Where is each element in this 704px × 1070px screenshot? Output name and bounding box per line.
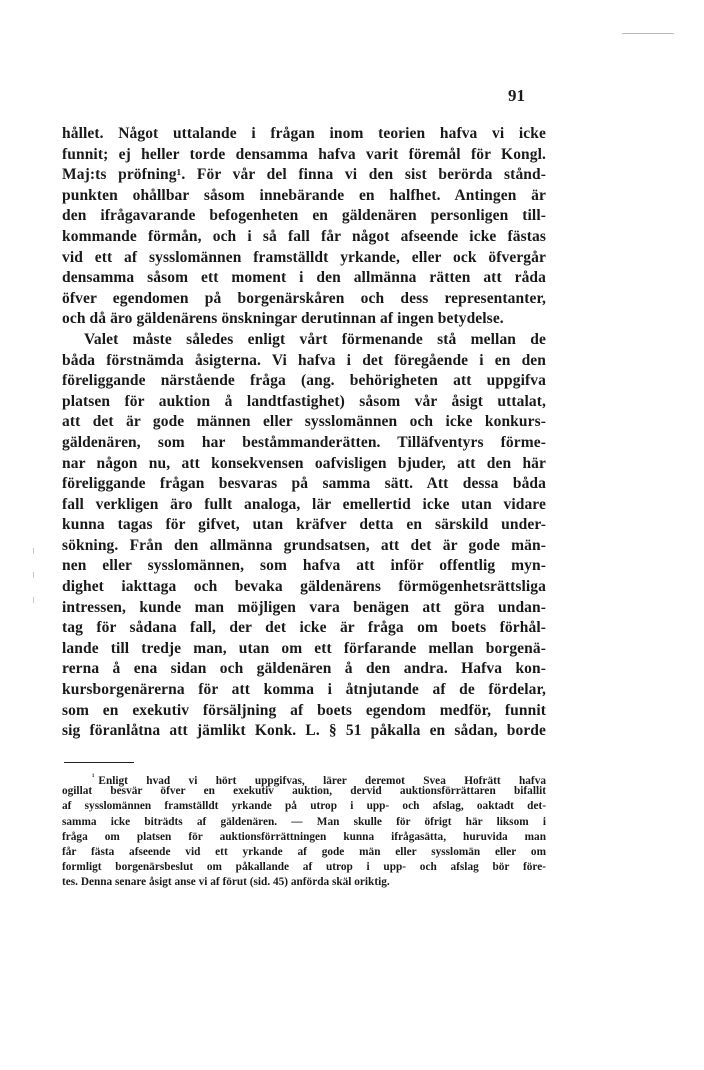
scan-edge-rule bbox=[622, 33, 674, 34]
footnote bbox=[62, 769, 546, 891]
footnote-marker: ¹ bbox=[92, 772, 95, 781]
text-line: att det är gode männen eller sysslomännen och icke konkurs- bbox=[62, 413, 546, 431]
text-line: tag för sådana fall, der det icke är fråga om boets förhål- bbox=[62, 619, 546, 637]
text-line: kommande förmån, och i så fall får något afseende icke fästas bbox=[62, 227, 546, 245]
footnote-line: får fästa afseende vid ett yrkande af gode män eller sysslomän eller om bbox=[62, 845, 546, 858]
text-line: platsen för auktion å landtfastighet) såsom vår åsigt uttalat, bbox=[62, 392, 546, 410]
page-number: 91 bbox=[508, 86, 525, 105]
text-line: föreliggande närstående fråga (ang. behörigheten att uppgifva bbox=[62, 372, 546, 390]
scan-speck bbox=[33, 548, 34, 554]
text-line: rerna å ena sidan och gäldenären å den andra. Hafva kon- bbox=[62, 660, 546, 678]
text-line: föreliggande frågan besvaras på samma sätt. Att dessa båda bbox=[62, 475, 546, 493]
text-line: funnit; ej heller torde densamma hafva varit föremål för Kongl. bbox=[62, 145, 546, 163]
footnote-line: fråga om platsen för auktionsförrättningen kunna ifrågasätta, huruvida man bbox=[62, 830, 546, 843]
text-line: lande till tredje man, utan om ett förfarande mellan borgenä- bbox=[62, 639, 546, 657]
text-line: som en exekutiv försäljning af boets egendom medför, funnit bbox=[62, 701, 546, 719]
text-line: nar någon nu, att konsekvensen oafvisligen bjuder, att den här bbox=[62, 454, 546, 472]
scan-speck bbox=[33, 572, 34, 578]
text-line: fall verkligen äro fullt analoga, lär emellertid icke utan vidare bbox=[62, 495, 546, 513]
text-line: nen eller sysslomännen, som hafva att inför offentlig myn- bbox=[62, 557, 546, 575]
text-line: sig föranlåtna att jämlikt Konk. L. § 51 påkalla en sådan, borde bbox=[62, 722, 546, 740]
footnote-line bbox=[62, 769, 546, 787]
text-line: Valet måste således enligt vårt förmenande stå mellan de bbox=[84, 330, 546, 348]
text-line: sökning. Från den allmänna grundsatsen, att det är gode män- bbox=[62, 536, 546, 554]
footnote-line: af sysslomännen framställdt yrkande på utrop i upp- och afslag, oaktadt det- bbox=[62, 800, 546, 813]
footnote-line: formligt borgenärsbeslut om påkallande af utrop i upp- och afslag bör före- bbox=[62, 861, 546, 874]
footnote-divider bbox=[64, 762, 134, 763]
text-line: båda förstnämda åsigterna. Vi hafva i det föregående i en den bbox=[62, 351, 546, 369]
footnote-line: samma icke biträdts af gäldenären. — Man skulle för öfrigt här liksom i bbox=[62, 815, 546, 828]
text-line: vid ett af sysslomännen framställdt yrkande, eller ock öfvergår bbox=[62, 248, 546, 266]
text-line: hållet. Något uttalande i frågan inom teorien hafva vi icke bbox=[62, 125, 546, 142]
text-line: Maj:ts pröfning¹. För vår del finna vi den sist berörda stånd- bbox=[62, 166, 546, 184]
text-line: gäldenären, som har beståmmanderätten. Tilläfventyrs förme- bbox=[62, 433, 546, 451]
text-line: dighet iakttaga och bevaka gäldenärens förmögenhetsrättsliga bbox=[62, 578, 546, 596]
scan-speck bbox=[33, 597, 34, 603]
footnote-line-text: Enligt hvad vi hört uppgifvas, lärer deremot Svea Hofrätt hafva bbox=[98, 775, 546, 787]
footnote-line: ogillat besvär öfver en exekutiv auktion, dervid auktionsförrättaren bifallit bbox=[62, 785, 546, 798]
text-line: densamma såsom ett moment i den allmänna rätten att råda bbox=[62, 269, 546, 287]
text-line: intressen, kunde man möjligen vara benägen att göra undan- bbox=[62, 598, 546, 616]
text-line: öfver egendomen på borgenärskåren och dess representanter, bbox=[62, 289, 546, 307]
text-line: den ifrågavarande befogenheten en gäldenären personligen till- bbox=[62, 207, 546, 225]
text-line: punkten ohållbar såsom innebärande en halfhet. Antingen är bbox=[62, 186, 546, 204]
text-line: och då äro gäldenärens önskningar derutinnan af ingen betydelse. bbox=[62, 310, 504, 328]
footnote-line: tes. Denna senare åsigt anse vi af förut (sid. 45) anförda skäl oriktig. bbox=[62, 876, 390, 889]
text-line: kursborgenärerna för att komma i åtnjutande af de fördelar, bbox=[62, 681, 546, 699]
main-text bbox=[62, 124, 546, 742]
text-line: kunna tagas för gifvet, utan kräfver detta en särskild under- bbox=[62, 516, 546, 534]
